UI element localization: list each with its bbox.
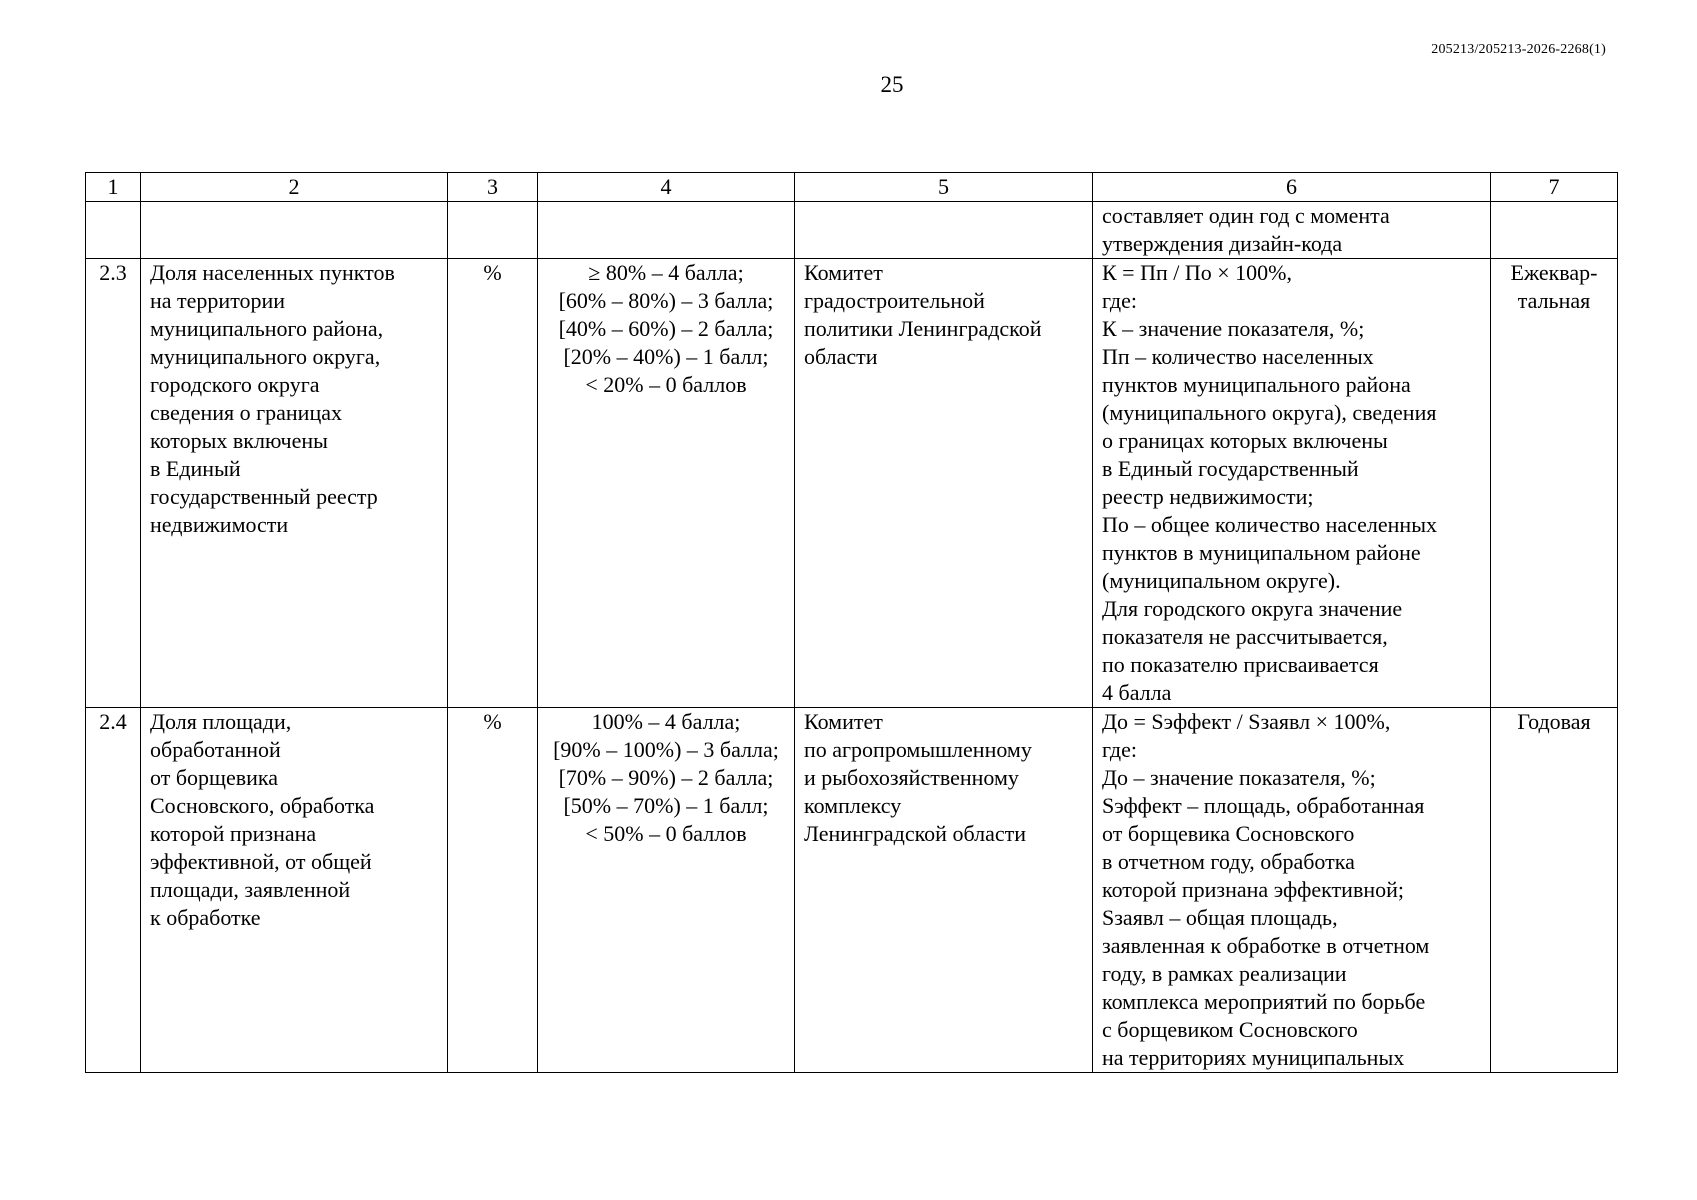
text-line: году, в рамках реализации bbox=[1102, 961, 1347, 986]
row-number: 2.3 bbox=[86, 259, 141, 708]
scoring-scale bbox=[538, 708, 795, 1073]
text-line: по агропромышленному bbox=[804, 737, 1032, 762]
column-header-1: 1 bbox=[86, 173, 141, 202]
text-line: на территориях муниципальных bbox=[1102, 1045, 1405, 1070]
document-id: 205213/205213-2026-2268(1) bbox=[1431, 42, 1606, 57]
frequency bbox=[1491, 708, 1618, 1073]
text-line: Доля населенных пунктов bbox=[150, 260, 395, 285]
text-line: муниципального округа, bbox=[150, 344, 381, 369]
text-line: К = Пп / По × 100%, bbox=[1102, 260, 1292, 285]
text-line: муниципального района, bbox=[150, 316, 384, 341]
text-line: где: bbox=[1102, 737, 1137, 762]
row-number: 2.4 bbox=[86, 708, 141, 1073]
text-line: недвижимости bbox=[150, 512, 289, 537]
frequency bbox=[1491, 259, 1618, 708]
text-line: Сосновского, обработка bbox=[150, 793, 375, 818]
text-line: комплексу bbox=[804, 793, 902, 818]
text-line: Доля площади, bbox=[150, 709, 292, 734]
indicator-name bbox=[141, 708, 448, 1073]
text-line: Для городского округа значение bbox=[1102, 596, 1403, 621]
text-line: ≥ 80% – 4 балла; bbox=[588, 260, 744, 285]
text-line: По – общее количество населенных bbox=[1102, 512, 1437, 537]
text-line: обработанной bbox=[150, 737, 281, 762]
text-line: Комитет bbox=[804, 709, 883, 734]
text-line: и рыбохозяйственному bbox=[804, 765, 1019, 790]
text-line: от борщевика Сосновского bbox=[1102, 821, 1355, 846]
text-line: градостроительной bbox=[804, 288, 985, 313]
text-line: составляет один год с момента bbox=[1102, 203, 1390, 228]
cell-num bbox=[86, 202, 141, 259]
text-line: Sэффект – площадь, обработанная bbox=[1102, 793, 1425, 818]
text-line: До – значение показателя, %; bbox=[1102, 765, 1376, 790]
text-line: (муниципальном округе). bbox=[1102, 568, 1341, 593]
cell-score bbox=[538, 202, 795, 259]
scoring-scale bbox=[538, 259, 795, 708]
text-line: комплекса мероприятий по борьбе bbox=[1102, 989, 1426, 1014]
text-line: [20% – 40%) – 1 балл; bbox=[563, 344, 769, 369]
indicators-table bbox=[85, 172, 1618, 1073]
text-line: показателя не рассчитывается, bbox=[1102, 624, 1388, 649]
text-line: Ленинградской области bbox=[804, 821, 1026, 846]
text-line: утверждения дизайн-кода bbox=[1102, 231, 1343, 256]
text-line: 4 балла bbox=[1102, 680, 1172, 705]
text-line: Ежеквар- bbox=[1510, 260, 1598, 285]
text-line: которой признана эффективной; bbox=[1102, 877, 1404, 902]
text-line: < 20% – 0 баллов bbox=[585, 372, 747, 397]
text-line: До = Sэффект / Sзаявл × 100%, bbox=[1102, 709, 1391, 734]
text-line: [60% – 80%) – 3 балла; bbox=[558, 288, 774, 313]
text-line: в отчетном году, обработка bbox=[1102, 849, 1355, 874]
unit-of-measure: % bbox=[448, 708, 538, 1073]
text-line: политики Ленинградской bbox=[804, 316, 1042, 341]
text-line: сведения о границах bbox=[150, 400, 342, 425]
text-line: К – значение показателя, %; bbox=[1102, 316, 1365, 341]
responsible-body bbox=[795, 708, 1093, 1073]
text-line: тальная bbox=[1517, 288, 1591, 313]
text-line: площади, заявленной bbox=[150, 877, 351, 902]
continuation-row bbox=[86, 202, 1618, 259]
text-line: [90% – 100%) – 3 балла; bbox=[553, 737, 779, 762]
text-line: городского округа bbox=[150, 372, 320, 397]
text-line: о границах которых включены bbox=[1102, 428, 1388, 453]
text-line: (муниципального округа), сведения bbox=[1102, 400, 1437, 425]
column-header-6: 6 bbox=[1093, 173, 1491, 202]
table-row bbox=[86, 708, 1618, 1073]
page-number: 25 bbox=[880, 72, 904, 97]
text-line: от борщевика bbox=[150, 765, 279, 790]
cell-responsible bbox=[795, 202, 1093, 259]
column-number-row bbox=[86, 173, 1618, 202]
text-line: в Единый bbox=[150, 456, 241, 481]
indicator-name bbox=[141, 259, 448, 708]
column-header-5: 5 bbox=[795, 173, 1093, 202]
text-line: реестр недвижимости; bbox=[1102, 484, 1314, 509]
cell-frequency bbox=[1491, 202, 1618, 259]
text-line: в Единый государственный bbox=[1102, 456, 1359, 481]
text-line: Годовая bbox=[1517, 709, 1591, 734]
text-line: < 50% – 0 баллов bbox=[585, 821, 747, 846]
text-line: Пп – количество населенных bbox=[1102, 344, 1374, 369]
text-line: где: bbox=[1102, 288, 1137, 313]
unit-of-measure: % bbox=[448, 259, 538, 708]
text-line: с борщевиком Сосновского bbox=[1102, 1017, 1358, 1042]
column-header-7: 7 bbox=[1491, 173, 1618, 202]
text-line: к обработке bbox=[150, 905, 261, 930]
text-line: [40% – 60%) – 2 балла; bbox=[558, 316, 774, 341]
text-line: Комитет bbox=[804, 260, 883, 285]
cell-formula bbox=[1093, 202, 1491, 259]
column-header-4: 4 bbox=[538, 173, 795, 202]
text-line: пунктов в муниципальном районе bbox=[1102, 540, 1421, 565]
calculation-formula bbox=[1093, 259, 1491, 708]
column-header-3: 3 bbox=[448, 173, 538, 202]
text-line: эффективной, от общей bbox=[150, 849, 372, 874]
cell-name bbox=[141, 202, 448, 259]
text-line: области bbox=[804, 344, 878, 369]
responsible-body bbox=[795, 259, 1093, 708]
text-line: Sзаявл – общая площадь, bbox=[1102, 905, 1338, 930]
column-header-2: 2 bbox=[141, 173, 448, 202]
text-line: 100% – 4 балла; bbox=[591, 709, 741, 734]
text-line: [70% – 90%) – 2 балла; bbox=[558, 765, 774, 790]
text-line: которых включены bbox=[150, 428, 328, 453]
calculation-formula bbox=[1093, 708, 1491, 1073]
text-line: [50% – 70%) – 1 балл; bbox=[563, 793, 769, 818]
table-row bbox=[86, 259, 1618, 708]
text-line: заявленная к обработке в отчетном bbox=[1102, 933, 1430, 958]
text-line: которой признана bbox=[150, 821, 317, 846]
text-line: по показателю присваивается bbox=[1102, 652, 1379, 677]
text-line: государственный реестр bbox=[150, 484, 378, 509]
text-line: на территории bbox=[150, 288, 286, 313]
text-line: пунктов муниципального района bbox=[1102, 372, 1411, 397]
cell-unit bbox=[448, 202, 538, 259]
